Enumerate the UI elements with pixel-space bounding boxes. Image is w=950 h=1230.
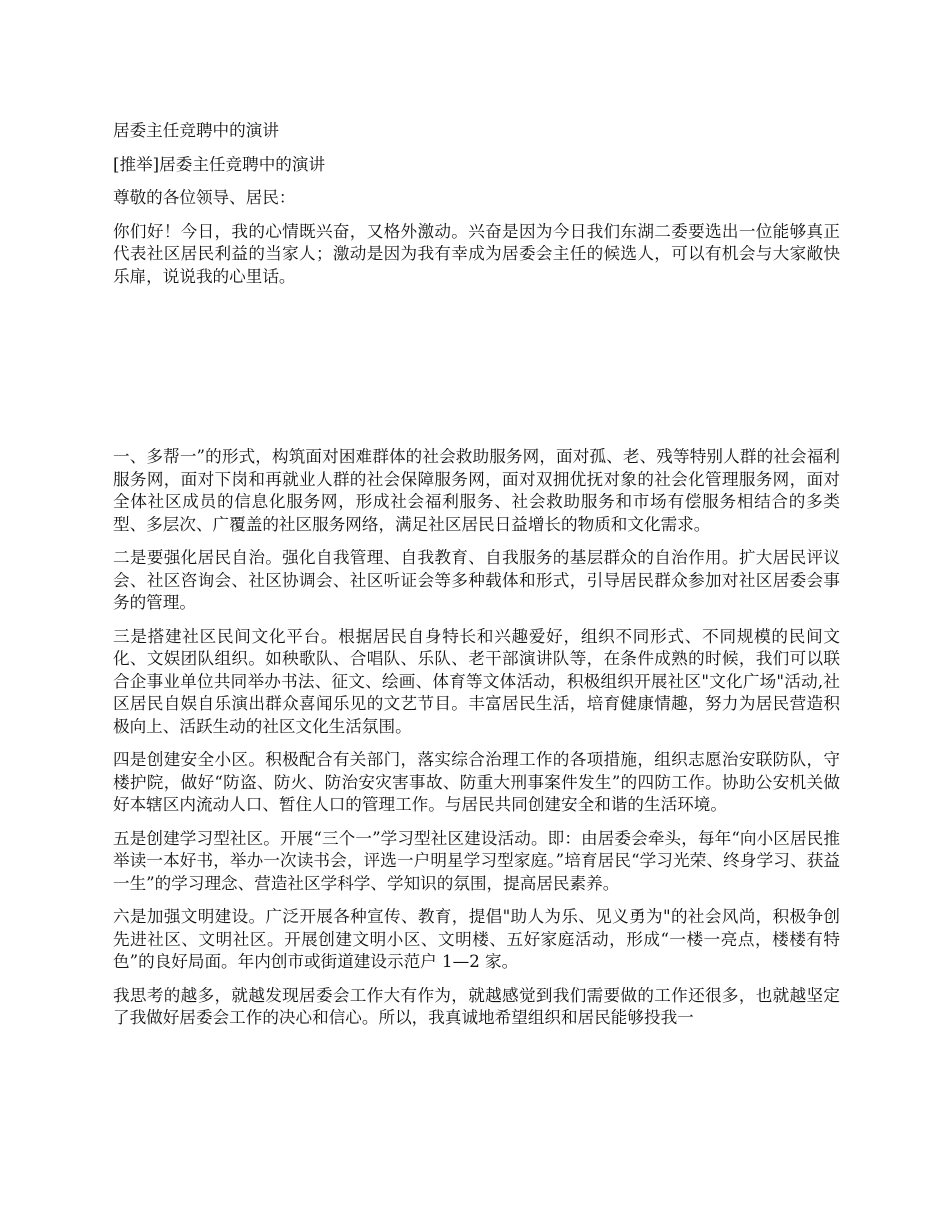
document-subtitle: [推举]居委主任竞聘中的演讲 [113, 154, 326, 174]
body-paragraph-5: 五是创建学习型社区。开展“三个一”学习型社区建设活动。即：由居委会牵头，每年“向小区居民推举读一本好书，举办一次读书会，评选一户明星学习型家庭。”培育居民“学习光荣、终身学习、获益一生”的学习理念、营造社区学科学、学知识的氛围，提高居民素养。 [113, 828, 840, 893]
document-title: 居委主任竞聘中的演讲 [113, 121, 279, 140]
body-paragraph-1: 一、多帮一”的形式，构筑面对困难群体的社会救助服务网，面对孤、老、残等特别人群的社会福利服务网，面对下岗和再就业人群的社会保障服务网，面对双拥优抚对象的社会化管理服务网，面对全体社区成员的信息化服务网，形成社会福利服务、社会救助服务和市场有偿服务相结合的多类型、多层次、广覆盖的社区服务网络，满足社区居民日益增长的物质和文化需求。 [113, 447, 840, 534]
intro-paragraph: 你们好！今日，我的心情既兴奋，又格外激动。兴奋是因为今日我们东湖二委要选出一位能够真正代表社区居民利益的当家人；激动是因为我有幸成为居委会主任的候选人，可以有机会与大家敞快乐扉，说说我的心里话。 [113, 221, 840, 286]
blank-gap [113, 299, 840, 446]
body-paragraph-7: 我思考的越多，就越发现居委会工作大有作为，就越感觉到我们需要做的工作还很多，也就越坚定了我做好居委会工作的决心和信心。所以，我真诚地希望组织和居民能够投我一 [113, 985, 840, 1027]
body-paragraph-3: 三是搭建社区民间文化平台。根据居民自身特长和兴趣爱好，组织不同形式、不同规模的民间文化、文娱团队组织。如秧歌队、合唱队、乐队、老干部演讲队等，在条件成熟的时候，我们可以联合企事业单位共同举办书法、征文、绘画、体育等文体活动，积极组织开展社区"文化广场"活动,社区居民自娱自乐演出群众喜闻乐见的文艺节目。丰富居民生活，培育健康情趣，努力为居民营造积极向上、活跃生动的社区文化生活氛围。 [113, 626, 840, 736]
salutation: 尊敬的各位领导、居民： [113, 188, 296, 207]
body-paragraph-6: 六是加强文明建设。广泛开展各种宣传、教育，提倡"助人为乐、见义勇为"的社会风尚，积极争创先进社区、文明社区。开展创建文明小区、文明楼、五好家庭活动，形成“一楼一亮点，楼楼有特色”的良好局面。年内创市或街道建设示范户 1—2 家。 [113, 907, 840, 971]
body-paragraph-2: 二是要强化居民自治。强化自我管理、自我教育、自我服务的基层群众的自治作用。扩大居民评议会、社区咨询会、社区协调会、社区听证会等多种载体和形式，引导居民群众参加对社区居委会事务的管理。 [113, 548, 840, 612]
body-paragraph-4: 四是创建安全小区。积极配合有关部门，落实综合治理工作的各项措施，组织志愿治安联防队，守楼护院，做好“防盗、防火、防治安灾害事故、防重大刑事案件发生”的四防工作。协助公安机关做好本辖区内流动人口、暂住人口的管理工作。与居民共同创建安全和谐的生活环境。 [113, 750, 840, 814]
document-page [113, 120, 840, 1041]
